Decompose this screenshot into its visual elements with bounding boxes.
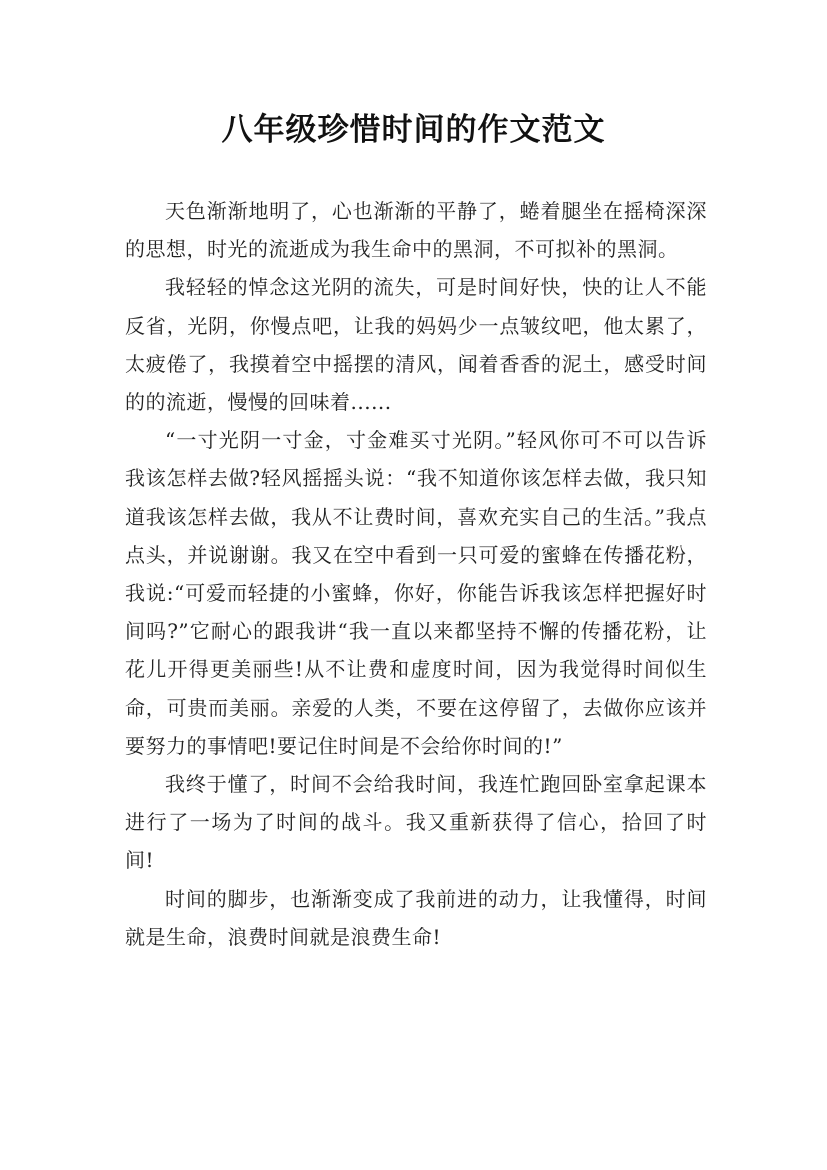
document-title: 八年级珍惜时间的作文范文 (221, 112, 606, 148)
paragraph-1: 天色渐渐地明了，心也渐渐的平静了，蜷着腿坐在摇椅深深的思想，时光的流逝成为我生命中的黑洞，不可拟补的黑洞。 (125, 199, 707, 262)
paragraph-2: 我轻轻的悼念这光阴的流失，可是时间好快，快的让人不能反省，光阴，你慢点吧，让我的妈妈少一点皱纹吧，他太累了，太疲倦了，我摸着空中摇摆的清风，闻着香香的泥土，感受时间的的流逝，慢慢的回味着...... (125, 275, 707, 415)
document-body (125, 192, 707, 956)
paragraph-5: 时间的脚步，也渐渐变成了我前进的动力，让我懂得，时间就是生命，浪费时间就是浪费生命! (125, 886, 707, 949)
paragraph-3: “一寸光阴一寸金，寸金难买寸光阴。”轻风你可不可以告诉我该怎样去做?轻风摇摇头说：“我不知道你该怎样去做，我只知道我该怎样去做，我从不让费时间，喜欢充实自己的生活。”我点点头，并说谢谢。我又在空中看到一只可爱的蜜蜂在传播花粉，我说:“可爱而轻捷的小蜜蜂，你好，你能告诉我该怎样把握好时间吗?”它耐心的跟我讲“我一直以来都坚持不懈的传播花粉，让花儿开得更美丽些!从不让费和虚度时间，因为我觉得时间似生命，可贵而美丽。亲爱的人类，不要在这停留了，去做你应该并要努力的事情吧!要记住时间是不会给你时间的!” (125, 428, 707, 758)
paragraph-4: 我终于懂了，时间不会给我时间，我连忙跑回卧室拿起课本进行了一场为了时间的战斗。我又重新获得了信心，拾回了时间! (125, 772, 707, 873)
